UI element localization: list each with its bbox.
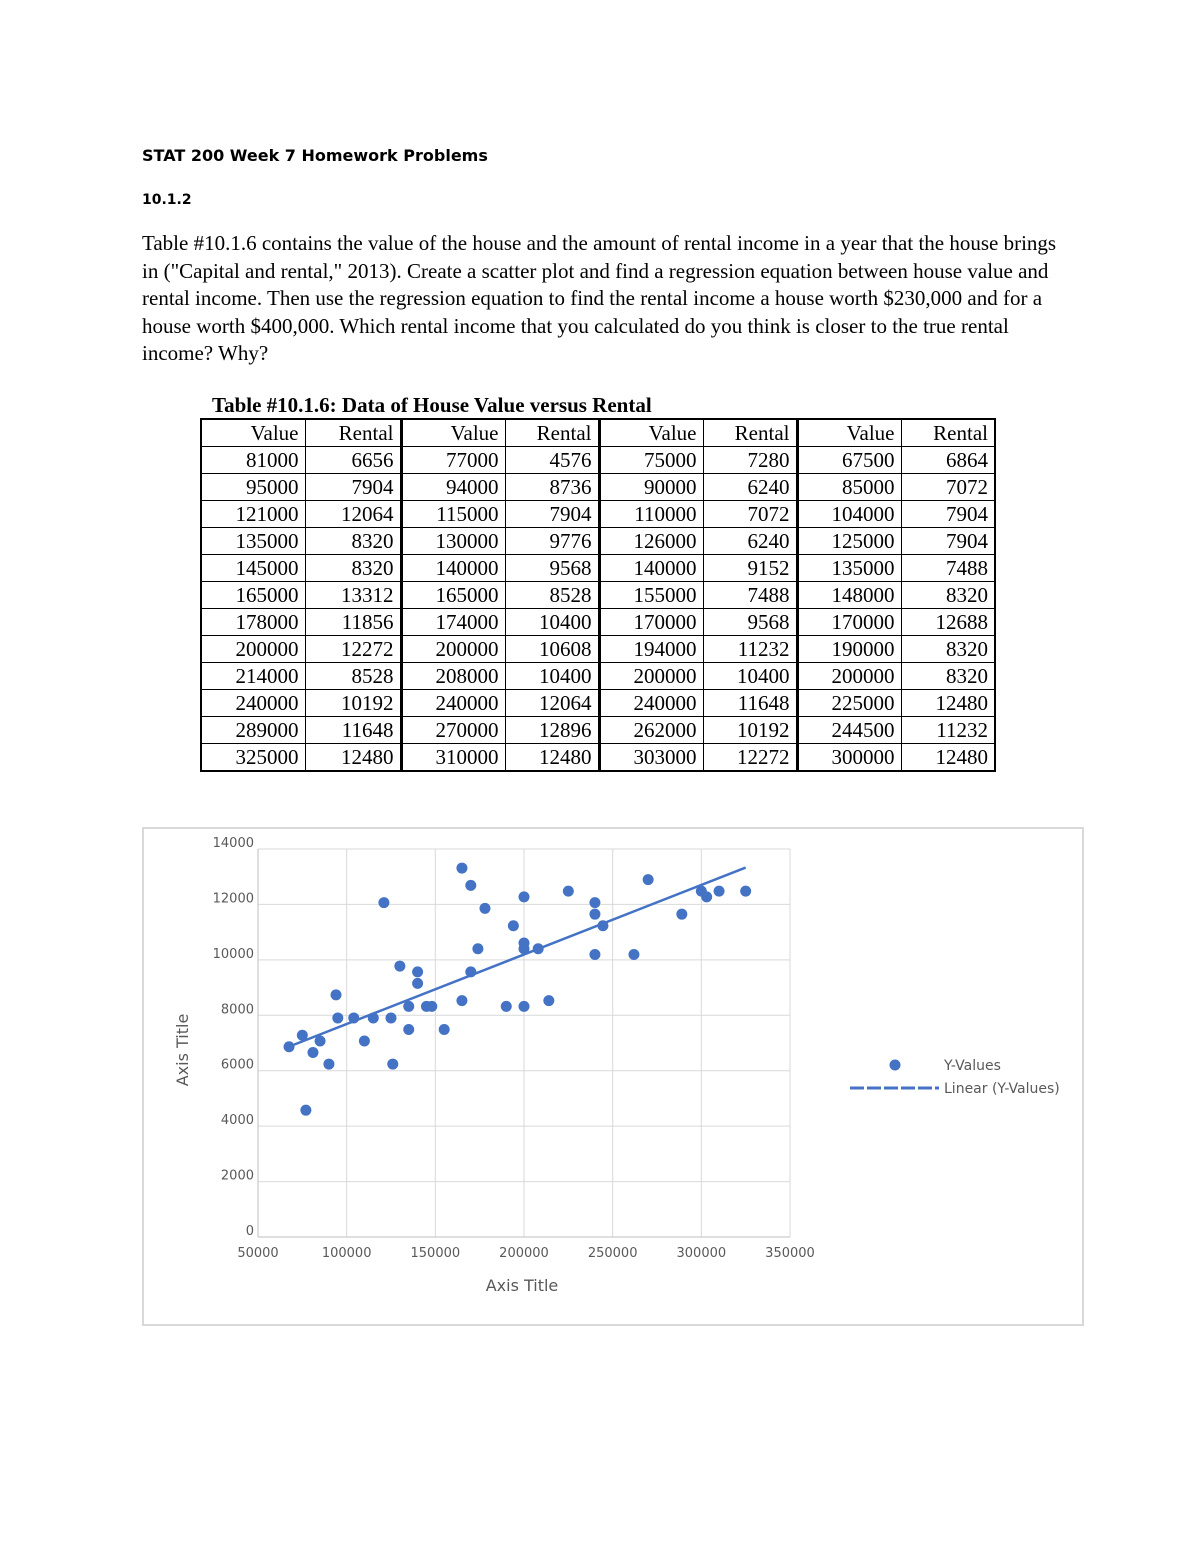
value-cell: 115000: [401, 501, 505, 528]
rental-cell: 6864: [901, 447, 995, 474]
value-cell: 94000: [401, 474, 505, 501]
data-point: [676, 909, 687, 920]
rental-cell: 12896: [505, 717, 599, 744]
data-point: [386, 1012, 397, 1023]
rental-cell: 10400: [505, 663, 599, 690]
table-row: [201, 447, 995, 474]
data-point: [563, 886, 574, 897]
y-axis-title: Axis Title: [173, 1013, 192, 1087]
document-title: STAT 200 Week 7 Homework Problems: [142, 146, 488, 165]
table-row: [201, 744, 995, 772]
legend-label-trendline: Linear (Y-Values): [944, 1081, 1060, 1097]
rental-cell: 13312: [305, 582, 401, 609]
value-cell: 165000: [401, 582, 505, 609]
data-points-layer: [284, 863, 752, 1116]
value-cell: 289000: [201, 717, 305, 744]
table-row: [201, 609, 995, 636]
data-point: [465, 966, 476, 977]
data-point: [508, 920, 519, 931]
value-cell: 104000: [797, 501, 901, 528]
rental-cell: 4576: [505, 447, 599, 474]
value-cell: 130000: [401, 528, 505, 555]
data-table: [200, 418, 996, 772]
data-point: [439, 1024, 450, 1035]
value-cell: 190000: [797, 636, 901, 663]
data-point: [348, 1012, 359, 1023]
x-tick-label: 100000: [321, 1246, 372, 1261]
rental-cell: 7904: [305, 474, 401, 501]
data-point: [456, 863, 467, 874]
data-point: [426, 1001, 437, 1012]
y-tick-label: 10000: [212, 946, 254, 962]
x-axis-title: Axis Title: [485, 1276, 559, 1295]
table-row: [201, 636, 995, 663]
rental-cell: 7904: [505, 501, 599, 528]
value-cell: 155000: [599, 582, 703, 609]
legend-marker-icon: [890, 1060, 901, 1071]
value-cell: 225000: [797, 690, 901, 717]
value-cell: 194000: [599, 636, 703, 663]
value-cell: 170000: [599, 609, 703, 636]
value-cell: 90000: [599, 474, 703, 501]
data-point: [589, 949, 600, 960]
data-point: [456, 995, 467, 1006]
chart-legend: [850, 1058, 1060, 1097]
value-cell: 81000: [201, 447, 305, 474]
value-cell: 310000: [401, 744, 505, 772]
data-point: [307, 1047, 318, 1058]
rental-cell: 8320: [901, 636, 995, 663]
value-cell: 325000: [201, 744, 305, 772]
x-tick-label: 250000: [587, 1246, 638, 1261]
table-caption: Table #10.1.6: Data of House Value versus Rental: [212, 393, 652, 417]
value-cell: 165000: [201, 582, 305, 609]
rental-cell: 7072: [703, 501, 797, 528]
rental-cell: 9568: [703, 609, 797, 636]
column-header: Value: [401, 419, 505, 447]
rental-cell: 7904: [901, 501, 995, 528]
data-point: [403, 1024, 414, 1035]
rental-cell: 9776: [505, 528, 599, 555]
value-cell: 140000: [599, 555, 703, 582]
table-row: [201, 474, 995, 501]
table-row: [201, 501, 995, 528]
data-point: [378, 897, 389, 908]
scatter-chart: [144, 829, 1082, 1324]
data-point: [284, 1041, 295, 1052]
y-tick-label: 12000: [212, 891, 254, 907]
value-cell: 170000: [797, 609, 901, 636]
rental-cell: 7072: [901, 474, 995, 501]
column-header: Rental: [505, 419, 599, 447]
problem-text: Table #10.1.6 contains the value of the house and the amount of rental income in a year that the house brings in ("Capital and rental," 2013). Create a scatter plot and find a regression equation between house value and rental income. Then use the regression equation to find the rental income a house worth $230,000 and for a house worth $400,000. Which rental income that you calculated do you think is closer to the true rental income? Why?: [142, 231, 1057, 365]
data-point: [368, 1012, 379, 1023]
value-cell: 200000: [797, 663, 901, 690]
data-point: [331, 989, 342, 1000]
data-point: [300, 1105, 311, 1116]
table-row: [201, 528, 995, 555]
rental-cell: 8320: [305, 528, 401, 555]
x-tick-label: 350000: [765, 1246, 815, 1261]
data-point: [740, 886, 751, 897]
y-tick-label: 14000: [212, 836, 254, 851]
data-point: [628, 949, 639, 960]
value-cell: 95000: [201, 474, 305, 501]
rental-cell: 11648: [305, 717, 401, 744]
data-point: [387, 1059, 398, 1070]
data-point: [589, 897, 600, 908]
rental-cell: 12480: [305, 744, 401, 772]
rental-cell: 11232: [703, 636, 797, 663]
value-cell: 244500: [797, 717, 901, 744]
value-cell: 240000: [201, 690, 305, 717]
rental-cell: 10400: [703, 663, 797, 690]
data-point: [394, 961, 405, 972]
rental-cell: 10192: [305, 690, 401, 717]
y-tick-label: 2000: [220, 1168, 254, 1184]
data-point: [533, 943, 544, 954]
column-header: Rental: [703, 419, 797, 447]
rental-cell: 6240: [703, 474, 797, 501]
value-cell: 200000: [599, 663, 703, 690]
rental-cell: 10608: [505, 636, 599, 663]
data-point: [323, 1059, 334, 1070]
rental-cell: 7904: [901, 528, 995, 555]
value-cell: 140000: [401, 555, 505, 582]
rental-cell: 12272: [703, 744, 797, 772]
table-header-row: [201, 419, 995, 447]
value-cell: 303000: [599, 744, 703, 772]
rental-cell: 6656: [305, 447, 401, 474]
data-point: [519, 1001, 530, 1012]
data-point: [315, 1036, 326, 1047]
rental-cell: 8320: [901, 663, 995, 690]
data-point: [643, 874, 654, 885]
y-tick-label: 8000: [220, 1002, 254, 1018]
value-cell: 214000: [201, 663, 305, 690]
rental-cell: 12480: [901, 690, 995, 717]
value-cell: 200000: [201, 636, 305, 663]
rental-cell: 6240: [703, 528, 797, 555]
rental-cell: 7488: [901, 555, 995, 582]
data-point: [297, 1030, 308, 1041]
x-tick-label: 200000: [499, 1246, 549, 1261]
data-point: [501, 1001, 512, 1012]
rental-cell: 8528: [505, 582, 599, 609]
data-point: [714, 886, 725, 897]
rental-cell: 12480: [505, 744, 599, 772]
column-header: Value: [599, 419, 703, 447]
y-tick-label: 0: [245, 1224, 254, 1239]
x-tick-label: 300000: [676, 1246, 727, 1261]
chart-gridlines: [258, 849, 790, 1237]
y-tick-label: 4000: [220, 1113, 254, 1129]
problem-number: 10.1.2: [142, 192, 192, 208]
rental-cell: 8736: [505, 474, 599, 501]
data-point: [519, 943, 530, 954]
rental-cell: 12480: [901, 744, 995, 772]
rental-cell: 7280: [703, 447, 797, 474]
rental-cell: 11856: [305, 609, 401, 636]
rental-cell: 10192: [703, 717, 797, 744]
column-header: Rental: [305, 419, 401, 447]
rental-cell: 12272: [305, 636, 401, 663]
rental-cell: 7488: [703, 582, 797, 609]
value-cell: 240000: [599, 690, 703, 717]
data-point: [412, 978, 423, 989]
table-row: [201, 717, 995, 744]
rental-cell: 12688: [901, 609, 995, 636]
rental-cell: 11648: [703, 690, 797, 717]
column-header: Rental: [901, 419, 995, 447]
data-point: [479, 903, 490, 914]
rental-cell: 12064: [305, 501, 401, 528]
rental-cell: 9152: [703, 555, 797, 582]
rental-cell: 11232: [901, 717, 995, 744]
rental-cell: 8320: [901, 582, 995, 609]
data-point: [543, 995, 554, 1006]
value-cell: 178000: [201, 609, 305, 636]
data-point: [332, 1012, 343, 1023]
column-header: Value: [201, 419, 305, 447]
table-row: [201, 555, 995, 582]
x-tick-label: 50000: [237, 1246, 279, 1261]
data-point: [403, 1001, 414, 1012]
data-point: [465, 880, 476, 891]
value-cell: 208000: [401, 663, 505, 690]
value-cell: 125000: [797, 528, 901, 555]
data-point: [597, 920, 608, 931]
column-header: Value: [797, 419, 901, 447]
data-point: [412, 966, 423, 977]
value-cell: 148000: [797, 582, 901, 609]
value-cell: 300000: [797, 744, 901, 772]
data-point: [359, 1036, 370, 1047]
value-cell: 85000: [797, 474, 901, 501]
value-cell: 110000: [599, 501, 703, 528]
value-cell: 200000: [401, 636, 505, 663]
rental-cell: 9568: [505, 555, 599, 582]
value-cell: 145000: [201, 555, 305, 582]
data-point: [519, 891, 530, 902]
table-row: [201, 582, 995, 609]
y-tick-label: 6000: [220, 1057, 254, 1073]
value-cell: 75000: [599, 447, 703, 474]
value-cell: 270000: [401, 717, 505, 744]
data-point: [589, 909, 600, 920]
data-point: [472, 943, 483, 954]
value-cell: 121000: [201, 501, 305, 528]
value-cell: 77000: [401, 447, 505, 474]
value-cell: 67500: [797, 447, 901, 474]
rental-cell: 8528: [305, 663, 401, 690]
value-cell: 126000: [599, 528, 703, 555]
x-tick-label: 150000: [410, 1246, 461, 1261]
rental-cell: 10400: [505, 609, 599, 636]
value-cell: 240000: [401, 690, 505, 717]
value-cell: 135000: [201, 528, 305, 555]
data-point: [696, 886, 707, 897]
value-cell: 262000: [599, 717, 703, 744]
table-row: [201, 663, 995, 690]
value-cell: 135000: [797, 555, 901, 582]
table-body: [201, 447, 995, 772]
table-row: [201, 690, 995, 717]
rental-cell: 12064: [505, 690, 599, 717]
chart-frame: [142, 827, 1084, 1326]
chart-axes: [213, 836, 815, 1261]
value-cell: 174000: [401, 609, 505, 636]
legend-label-series: Y-Values: [944, 1058, 1001, 1074]
rental-cell: 8320: [305, 555, 401, 582]
